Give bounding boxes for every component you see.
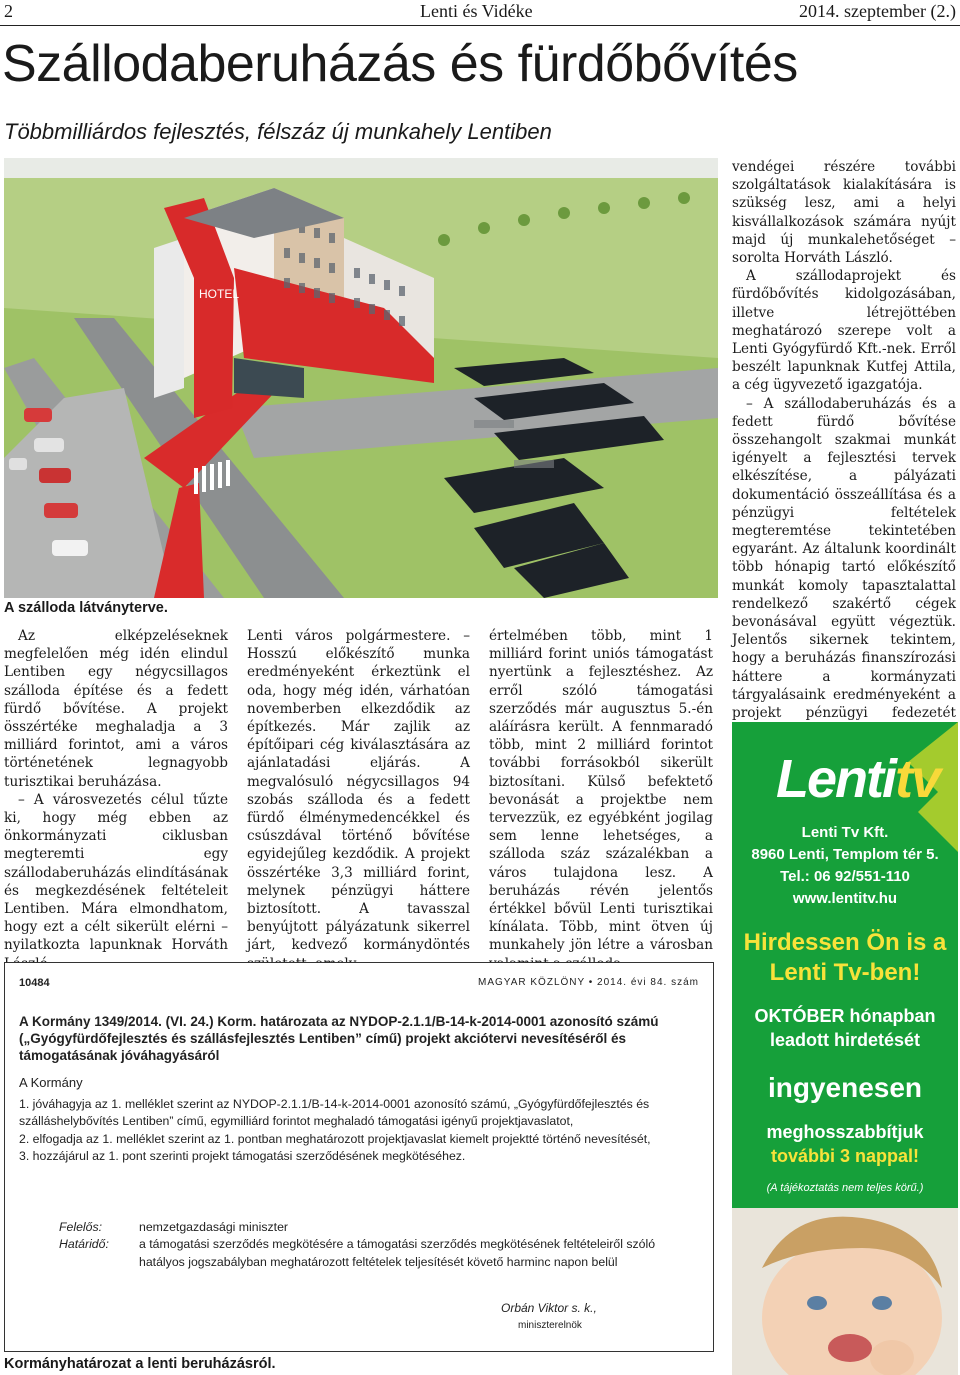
article-column-3 xyxy=(489,627,713,973)
decree-title: A Kormány 1349/2014. (VI. 24.) Korm. határozata az NYDOP-2.1.1/B-14-k-2014-0001 azonosító számú („Gyógyfürdőfejlesztés és szállásfejlesztés Lentiben” című) projekt akciótervi nevesítéséről és támogatásának jóváhagyásáról xyxy=(19,1014,659,1063)
responsible-label: Felelős: xyxy=(59,1220,103,1234)
child-photo xyxy=(732,1208,958,1375)
paragraph: értelmében több, mint 1 milliárd forint uniós támogatást nyertünk a fejlesztéshez. Az erről szóló támogatási szerződés már augusztus 5.-én aláírásra került. A fennmaradó több, mint 2 milliárd forintot további forrásokból sikerült biztosítani. Külső befektető bevonását a projektbe nem tervezzük, ez egyébként jogilag sem lenne lehetséges, a szálloda száz százalékban a város tulajdona lesz. A beruházás révén jelentős értékkel bővül Lenti turisztikai kínálata. Több, mint ötven új munkahely jön létre a városban xyxy=(489,628,713,954)
deadline-value: a támogatási szerződés megkötésére a támogatási szerződés megkötésének feltételeiről szóló hatályos jogszabályban meghatározott feltételek teljesítését követő harminc napon belül xyxy=(139,1237,656,1269)
page-header xyxy=(0,0,960,26)
ad-extension-line: meghosszabbítjuk további 3 nappal! xyxy=(766,1122,924,1166)
decree-item: 3. hozzájárul az 1. pont szerinti projekt támogatási szerződésének megkötéséhez. xyxy=(19,1149,466,1164)
article-column-2 xyxy=(247,627,470,973)
lenti-tv-advertisement xyxy=(732,722,958,1375)
newspaper-name: Lenti és Vidéke xyxy=(420,1,533,21)
article-column-4 xyxy=(732,158,956,741)
ad-company-name: Lenti Tv Kft. xyxy=(801,824,889,841)
paragraph: vendégei részére további szolgáltatások kialakítására is szükség lesz, ami a helyi kisvállalkozások számára nyújt majd új munkalehetőséget – sorolta Horváth László. xyxy=(732,159,956,267)
gazette-name: MAGYAR KÖZLÖNY • 2014. évi 84. szám xyxy=(478,977,699,988)
article-title: Szállodaberuházás és fürdőbővítés xyxy=(2,35,798,93)
ad-headline: Hirdessen Ön is a Lenti Tv-ben! xyxy=(743,929,947,986)
deadline-label: Határidő: xyxy=(59,1237,109,1252)
issue-date: 2014. szeptember (2.) xyxy=(799,1,956,21)
ad-offer-line: OKTÓBER hónapban leadott hirdetését xyxy=(754,1006,936,1050)
article-subtitle: Többmilliárdos fejlesztés, félszáz új munkahely Lentiben xyxy=(4,119,552,144)
decree-signatory: Orbán Viktor s. k., xyxy=(501,1301,597,1315)
ad-address: 8960 Lenti, Templom tér 5. xyxy=(751,846,939,863)
decree-subject: A Kormány xyxy=(19,1075,83,1090)
responsible-value: nemzetgazdasági miniszter xyxy=(139,1220,288,1234)
decree-responsibility xyxy=(59,1219,699,1271)
paragraph: – A városvezetés célul tűzte ki, hogy még ebben az önkormányzati ciklusban megteremti egy szállodaberuházás elindításának és megkezdésének feltételeit Lentiben. Mára elmondhatom, hogy ezt a célt sikerült elérni – nyilatkozta lapunknak Horváth xyxy=(4,791,228,954)
paragraph: – A szállodaberuházás és a fedett fürdő bővítése összehangolt szakmai munkát igényelt a fejlesztési tervek elkészítése, a pályázati dokumentáció összeállítása és a pénzügyi feltételek megteremtése tekintetében egyaránt. Az általunk koordinált több hónapig tartó előkészítő munkát komoly tapasztalattal rendelkező szakértő cégek bevonásával együtt végeztük. Jelentős sikernek tekintem, hogy a beruházás finanszírozási háttere a kormányzati tárgyalásaink eredményeként a projekt pénzügyi fedezetét xyxy=(732,395,956,722)
decree-item: 1. jóváhagyja az 1. melléklet szerint az NYDOP-2.1.1/B-14-k-2014-0001 azonosító számú, „Gyógyfürdőfejlesztés és szálláshelybővítés Lentiben” című, egymilliárd forintot meghaladó támogatási igényű projektjavaslatot, xyxy=(19,1097,650,1129)
ad-website: www.lentitv.hu xyxy=(792,890,898,907)
paragraph: A szállodaprojekt és fürdőbővítés kidolgozásában, illetve létrejöttében meghatározó szerepe volt a Lenti Gyógyfürdő Kft.-nek. Erről beszélt lapunknak Kutfej Attila, a cég ügyvezető igazgatója. xyxy=(732,268,956,394)
decree-signatory-role: miniszterelnök xyxy=(518,1320,582,1331)
article-column-1 xyxy=(4,627,228,973)
government-decree-clipping xyxy=(4,962,714,1352)
decree-caption: Kormányhatározat a lenti beruházásról. xyxy=(4,1356,276,1372)
hotel-rendering-image xyxy=(4,158,718,598)
decree-item: 2. elfogadja az 1. melléklet szerint az 1. pontban meghatározott projektjavaslat kiemelt projektté történő nevesítését, xyxy=(19,1131,651,1146)
ad-phone: Tel.: 06 92/551-110 xyxy=(780,868,910,885)
page-number: 2 xyxy=(4,1,13,21)
decree-items xyxy=(19,1096,709,1166)
paragraph: Az elképzeléseknek megfelelően még idén elindul Lentiben egy négycsillagos szálloda építése és a fedett fürdő bővítése. A projekt összértéke meghaladja a 3 milliárd forintot, ami a város történetének legnagyobb turisztikai beruházása. xyxy=(4,628,228,790)
gazette-page-number: 10484 xyxy=(19,977,50,989)
hotel-sign: HOTEL xyxy=(199,287,240,301)
paragraph: Lenti város polgármestere. – Hosszú előkészítő munka eredményeként érkeztünk el oda, hogy még idén, várhatóan novemberben elkezdődik az építkezés. Már zajlik az építőipari cég kiválasztására az ajánlatadási eljárás. A megvalósuló négycsillagos 94 szobás szálloda és a fedett fürdő élménymedencékkel és csúszdával történő bővítése egyidejűleg kezdődik. A projekt összértéke 3,3 milliárd forint, melynek pénzügyi háttere biztosított. A tavasszal benyújtott pályázatunk sikerrel járt, kedvező kormánydöntés xyxy=(247,628,470,954)
ad-free-text: ingyenesen xyxy=(767,1072,923,1103)
ad-disclaimer: (A tájékoztatás nem teljes körű.) xyxy=(766,1182,924,1194)
lenti-tv-logo: Lentitv xyxy=(776,749,940,809)
photo-caption: A szálloda látványterve. xyxy=(4,600,168,616)
